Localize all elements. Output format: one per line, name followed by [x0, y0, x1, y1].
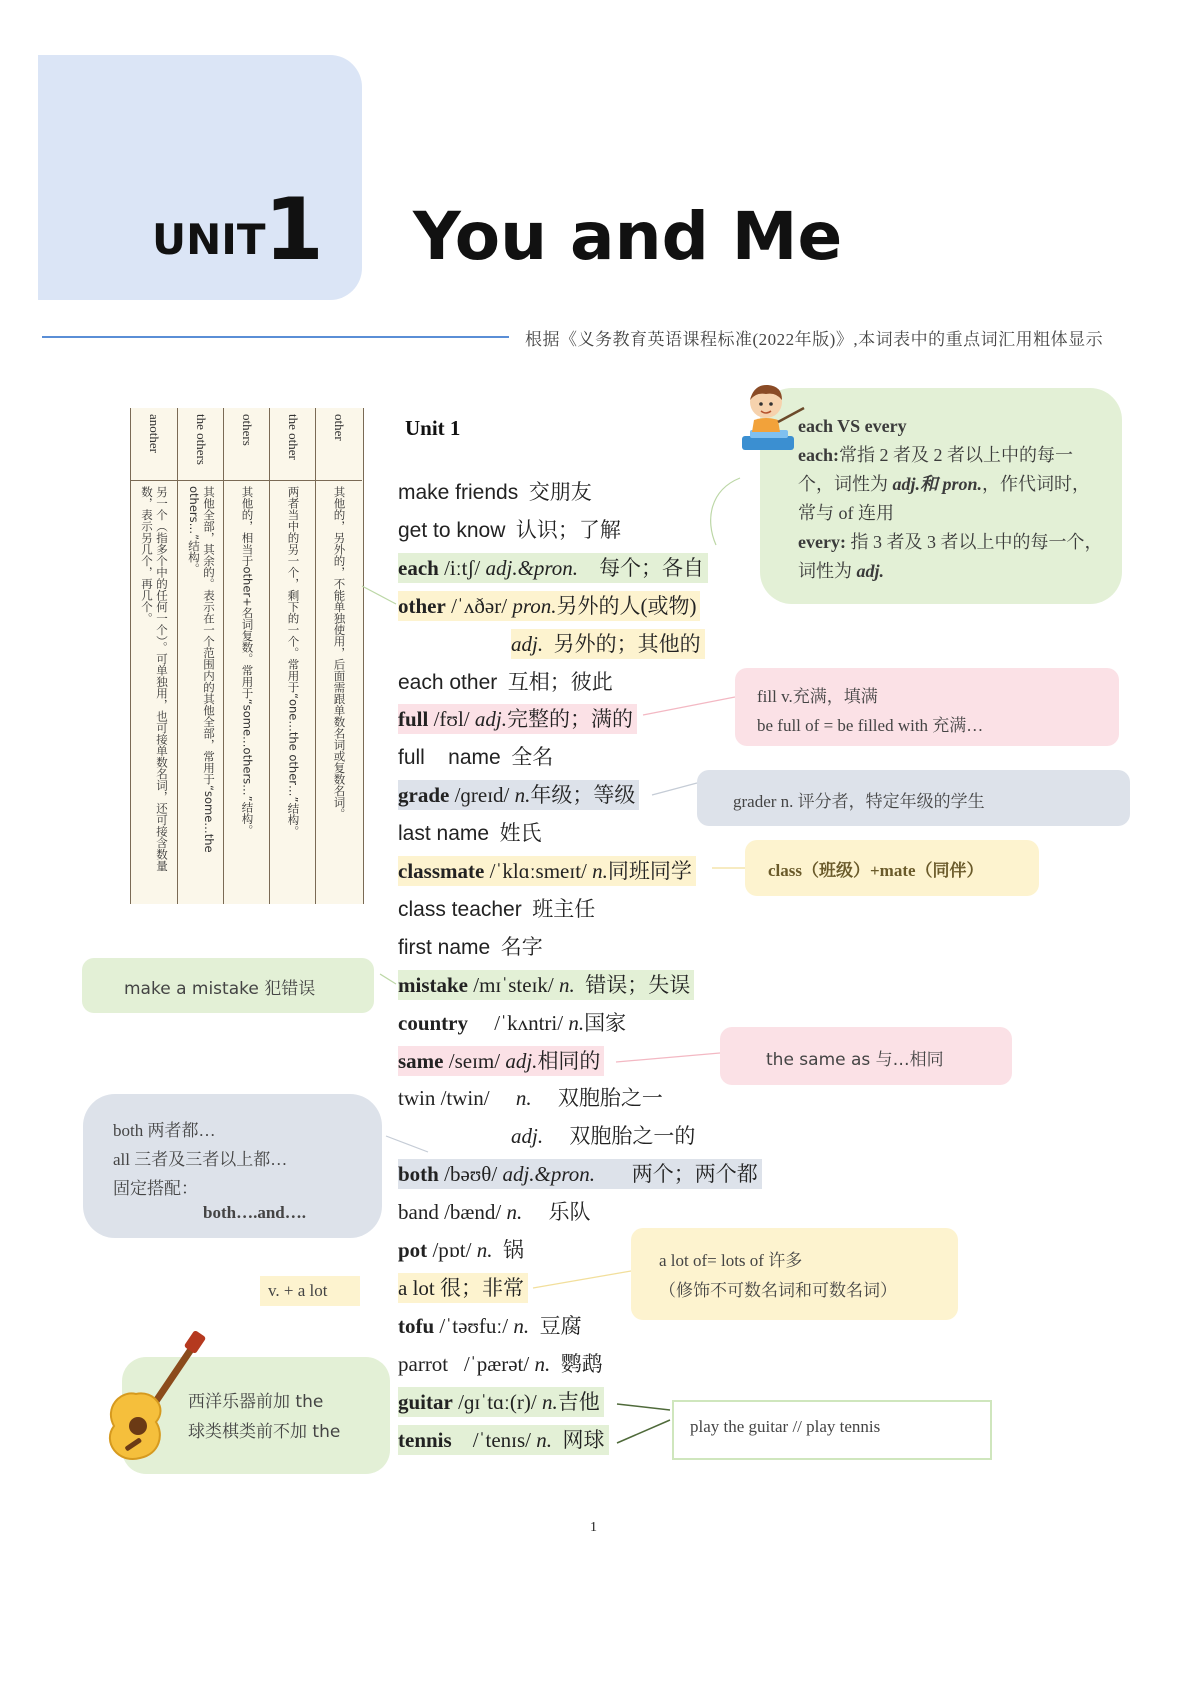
table-column-word: the others: [194, 414, 209, 465]
vocab-pos: n.: [568, 1010, 585, 1035]
connector-same: [616, 1053, 720, 1062]
note-same: [720, 1027, 1012, 1085]
vocab-text: make friends: [398, 481, 519, 504]
note-classmate: [745, 840, 1039, 896]
vocab-pos: adj.: [511, 631, 544, 656]
table-column-word: another: [147, 414, 162, 453]
connector-grade: [652, 783, 697, 795]
vocab-text: /fʊl/: [428, 707, 475, 732]
vocab-text: 网球: [552, 1427, 605, 1452]
vocab-text: 错误；失误: [574, 972, 691, 997]
vocab-text: 双胞胎之一: [531, 1086, 663, 1111]
connector-play: [617, 1404, 670, 1443]
vocab-text: /iːtʃ/: [438, 555, 486, 580]
note-line: class（班级）+mate（同伴）: [768, 861, 984, 880]
vocab-text: /mɪˈsteɪk/: [468, 972, 559, 997]
vocab-pos: adj.: [474, 707, 507, 732]
vocab-pos: n.: [534, 1351, 551, 1376]
vocab-text: /ɡreɪd/: [449, 783, 515, 808]
note-grader: [697, 770, 1130, 826]
table-column-desc: 其他全部，其余的。表示在一个范围内的其他全部，常用于“some…the others…”结构。: [187, 486, 216, 853]
vocab-headword: tofu: [398, 1313, 435, 1338]
connector-each: [711, 478, 740, 545]
vocab-row: [398, 856, 696, 886]
vocab-text: /ˈpærət/: [448, 1351, 535, 1376]
table-column-word: other: [332, 414, 347, 441]
vocab-row: [398, 1235, 528, 1265]
vocab-text: 每个；各自: [578, 555, 705, 580]
vocab-row: [398, 932, 547, 962]
vocab-headword: guitar: [398, 1389, 453, 1414]
vocab-text: 两个；两个都: [595, 1162, 758, 1187]
vocab-pos: n.: [536, 1427, 553, 1452]
vocab-row: [398, 591, 700, 621]
vocab-headword: pot: [398, 1238, 428, 1262]
note-line: play the guitar // play tennis: [690, 1417, 881, 1436]
vocab-pos: adj.&pron.: [485, 555, 579, 580]
vocab-pos: adj.&pron.: [502, 1162, 595, 1187]
guitar-illustration: [98, 1330, 208, 1470]
vocab-text: a lot: [398, 1275, 435, 1300]
vocab-text: parrot: [398, 1351, 449, 1376]
vocab-headword: both: [398, 1162, 439, 1187]
vocab-text: 相同的: [537, 1048, 601, 1073]
note-line: v. + a lot: [268, 1281, 328, 1300]
vocab-headword: classmate: [398, 859, 485, 883]
vocab-pos: adj.: [505, 1048, 538, 1073]
note-line: （修饰不可数名词和可数名词）: [659, 1281, 897, 1300]
vocab-title: Unit 1: [405, 416, 461, 440]
vocab-pos: n.: [592, 859, 608, 883]
vocab-row: [398, 1387, 604, 1417]
vocab-text: /ɡɪˈtɑː(r)/: [452, 1389, 542, 1414]
connector-full: [643, 697, 735, 715]
teacher-illustration: [736, 380, 824, 460]
vocab-text: 全名: [500, 745, 554, 770]
vocab-text: 互相；彼此: [497, 669, 613, 694]
vocab-pos: n.: [513, 1313, 530, 1338]
vocab-row: [398, 477, 596, 507]
unit-label: UNIT: [152, 215, 266, 264]
page-number: 1: [590, 1520, 597, 1535]
note-play: [672, 1400, 992, 1460]
note-line: both 两者都…: [113, 1121, 216, 1140]
vocab-text: 交朋友: [518, 480, 592, 504]
vocab-headword: each: [398, 555, 439, 580]
connector-mistake: [380, 974, 396, 984]
table-column-desc: 其他的，相当于other+名词复数。常用于“some…others…”结构。: [240, 486, 255, 837]
vocab-text: 另外的人(或物): [556, 593, 697, 618]
note-line: a lot of= lots of 许多: [659, 1251, 803, 1270]
note-line: the same as 与…相同: [766, 1050, 944, 1070]
vocab-text: /ˈtəʊfuː/: [434, 1313, 514, 1338]
vocab-headword: country: [398, 1010, 468, 1035]
vocab-headword: same: [398, 1048, 444, 1073]
note-each-text: each:常指 2 者及 2 者以上中的每一个，词性为 adj.和 pron.，作代词时，常与 of 连用: [798, 445, 1091, 523]
vocab-text: 鹦鹉: [550, 1351, 603, 1376]
connector-a-lot: [533, 1271, 631, 1288]
vocab-text: get to know: [398, 518, 506, 542]
vocab-pos: n.: [506, 1200, 523, 1225]
vocab-row: [398, 970, 694, 1000]
vocab-pos: pron.: [512, 593, 557, 618]
vocab-text: twin /twin/: [398, 1086, 490, 1111]
vocab-text: full name: [398, 746, 501, 770]
note-line: fill v.充满，填满: [757, 687, 878, 706]
vocab-row: [511, 1121, 699, 1151]
vocab-text: 认识；了解: [505, 517, 621, 542]
vocab-row: [398, 667, 617, 697]
vocab-row: [398, 515, 625, 545]
vocab-text: 完整的；满的: [506, 707, 633, 732]
unit-number: 1: [264, 180, 324, 280]
vocab-text: 锅: [492, 1238, 524, 1262]
note-every-text: every: 指 3 者及 3 者以上中的每一个，词性为 adj.: [798, 532, 1103, 581]
unit-title: You and Me: [413, 198, 843, 275]
vocab-row: [398, 1273, 528, 1303]
note-full: [735, 668, 1119, 746]
vocab-headword: other: [398, 593, 446, 618]
vocab-row: [398, 553, 708, 583]
vocab-row: [398, 1159, 762, 1189]
table-column-word: the other: [286, 414, 301, 460]
vocab-text: 班主任: [521, 896, 596, 921]
vocab-text: /ˈtenɪs/: [451, 1427, 537, 1452]
vocab-pos: adj.: [511, 1124, 544, 1149]
vocab-text: each other: [398, 670, 498, 694]
note-line: both….and….: [203, 1203, 306, 1222]
vocab-headword: grade: [398, 783, 450, 808]
vocab-text: 豆腐: [529, 1313, 582, 1338]
vocab-text: 年级；等级: [530, 783, 636, 808]
vocab-headword: full: [398, 707, 429, 732]
vocab-text: /pɒt/: [427, 1238, 477, 1262]
vocab-text: 姓氏: [489, 821, 542, 846]
vocab-text: /ˈklɑːsmeɪt/: [484, 859, 593, 883]
vocab-row: [398, 894, 599, 924]
vocab-pos: n.: [476, 1238, 493, 1262]
vocab-text: 吉他: [557, 1389, 600, 1414]
vocab-row: [398, 1083, 667, 1113]
vocab-row: [398, 704, 637, 734]
table-column-desc: 另一个（指多个中的任何一个）。可单独用，也可接单数名词，还可接含数量数，表示另几个，再几个。: [140, 486, 169, 872]
vocab-row: [398, 780, 639, 810]
vocab-text: 名字: [490, 934, 543, 959]
note-a-lot: [631, 1228, 958, 1320]
vocab-row: [398, 1311, 586, 1341]
note-mistake: [82, 958, 374, 1013]
vocab-row: [398, 742, 557, 772]
table-column-desc: 其他的，另外的，不能单独使用，后面需跟单数名词或复数名词。: [332, 486, 347, 820]
note-v-a-lot: [260, 1276, 360, 1306]
vocab-text: last name: [398, 822, 490, 846]
vocab-headword: tennis: [398, 1427, 452, 1452]
table-column-word: others: [240, 414, 255, 446]
vocab-text: 国家: [584, 1010, 627, 1035]
note-line: 西洋乐器前加 the: [188, 1392, 324, 1412]
vocab-pos: n.: [514, 783, 531, 808]
vocab-headword: mistake: [398, 972, 468, 997]
note-line: 固定搭配：: [113, 1179, 198, 1198]
note-line: all 三者及三者以上都…: [113, 1150, 288, 1169]
note-line: grader n. 评分者，特定年级的学生: [733, 792, 985, 811]
note-title: each VS every: [798, 416, 907, 436]
curriculum-note: 根据《义务教育英语课程标准(2022年版)》,本词表中的重点词汇用粗体显示: [525, 330, 1104, 349]
vocab-pos: n.: [541, 1389, 558, 1414]
vocab-text: /bəʊθ/: [438, 1162, 503, 1187]
vocab-text: 同班同学: [607, 859, 692, 883]
vocab-text: first name: [398, 935, 491, 959]
connector-both: [386, 1136, 428, 1152]
vocab-pos: n.: [559, 972, 575, 997]
vocab-row: [511, 629, 705, 659]
note-line: be full of = be filled with 充满…: [757, 716, 984, 735]
vocab-text: /seɪm/: [443, 1048, 506, 1073]
vocab-row: [398, 1425, 609, 1455]
vocab-text: class teacher: [398, 897, 522, 921]
vocab-text: band /bænd/: [398, 1200, 507, 1225]
vocab-text: /ˈʌðər/: [445, 593, 513, 618]
note-line: 球类棋类前不加 the: [188, 1422, 341, 1442]
vocab-row: [398, 818, 546, 848]
vocab-text: 很；非常: [434, 1275, 524, 1300]
vocab-text: 乐队: [522, 1200, 591, 1225]
connector-other: [362, 586, 396, 604]
vocab-row: [398, 1349, 607, 1379]
table-column-desc: 两者当中的另一个，剩下的一个。常用于“one…the other…”结构。: [286, 486, 301, 837]
note-line: make a mistake 犯错误: [124, 979, 316, 999]
vocab-pos: n.: [489, 1086, 532, 1111]
vocab-row: [398, 1046, 604, 1076]
vocab-row: [398, 1197, 595, 1227]
vocab-text: /ˈkʌntri/: [468, 1010, 569, 1035]
note-both: [83, 1094, 382, 1238]
vocab-text: 双胞胎之一的: [543, 1124, 696, 1149]
vocab-text: 另外的；其他的: [543, 631, 701, 656]
vocab-row: [398, 1008, 630, 1038]
